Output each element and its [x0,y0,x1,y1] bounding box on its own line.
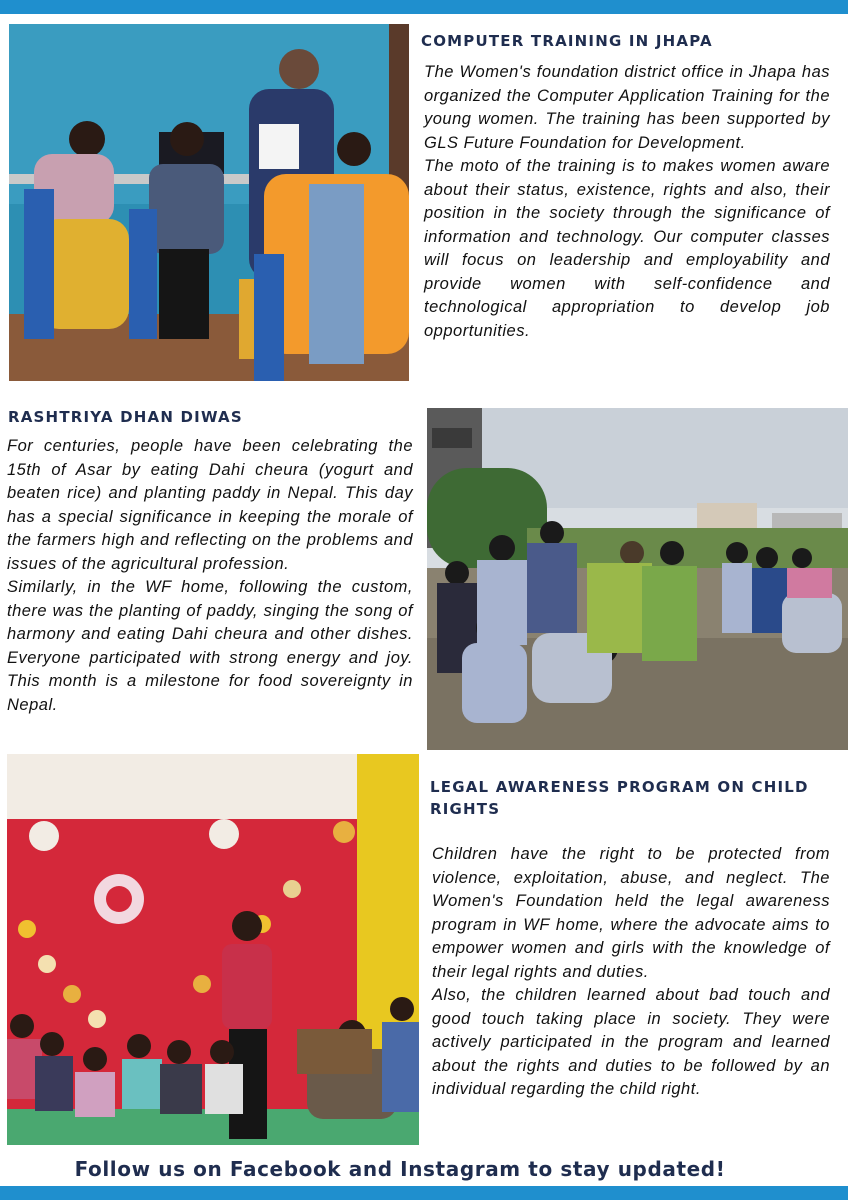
legal-awareness-body [432,843,830,1102]
social-follow-banner: Follow us on Facebook and Instagram to stay updated! [74,1157,726,1181]
computer-training-paragraph: The Women's foundation district office in Jhapa has organized the Computer Application Training for the young women. The training has been supported by GLS Future Foundation for Development. [424,63,830,152]
legal-awareness-heading: LEGAL AWARENESS PROGRAM ON CHILD RIGHTS [430,778,809,818]
dhan-diwas-body [7,435,413,717]
dhan-diwas-paragraph: For centuries, people have been celebrating the 15th of Asar by eating Dahi cheura (yogurt and beaten rice) and planting paddy in Nepal. This day has a special significance in keeping the morale of the farmers high and reflecting on the problems and issues of the agricultural profession. [7,437,413,573]
computer-training-body [424,61,830,343]
dhan-diwas-heading: RASHTRIYA DHAN DIWAS [8,408,243,426]
dhan-diwas-paragraph: Similarly, in the WF home, following the custom, there was the planting of paddy, singing the song of harmony and eating Dahi cheura and other dishes. Everyone participated with strong energy and joy. This month is a milestone for food sovereignty in Nepal. [7,578,413,714]
computer-training-photo [9,24,409,381]
bottom-color-band [0,1186,848,1200]
computer-training-heading: COMPUTER TRAINING IN JHAPA [421,32,713,50]
legal-awareness-photo [7,754,419,1145]
paddy-planting-photo [427,408,848,750]
legal-awareness-paragraph: Also, the children learned about bad touch and good touch taking place in society. They were actively participated in the program and learned about the rights and duties to be followed by an individual regarding the child right. [432,986,830,1098]
top-color-band [0,0,848,14]
legal-awareness-paragraph: Children have the right to be protected from violence, exploitation, abuse, and neglect. The Women's Foundation held the legal awareness program in WF home, where the advocate aims to empower women and girls with the knowledge of their legal rights and duties. [432,845,830,981]
computer-training-paragraph: The moto of the training is to makes women aware about their status, existence, rights and also, their position in the society through the significance of information and technology. Our computer classes will focus on leadership and employability and provide women with self-confidence and technological appropriation to develop job opportunities. [424,157,830,340]
